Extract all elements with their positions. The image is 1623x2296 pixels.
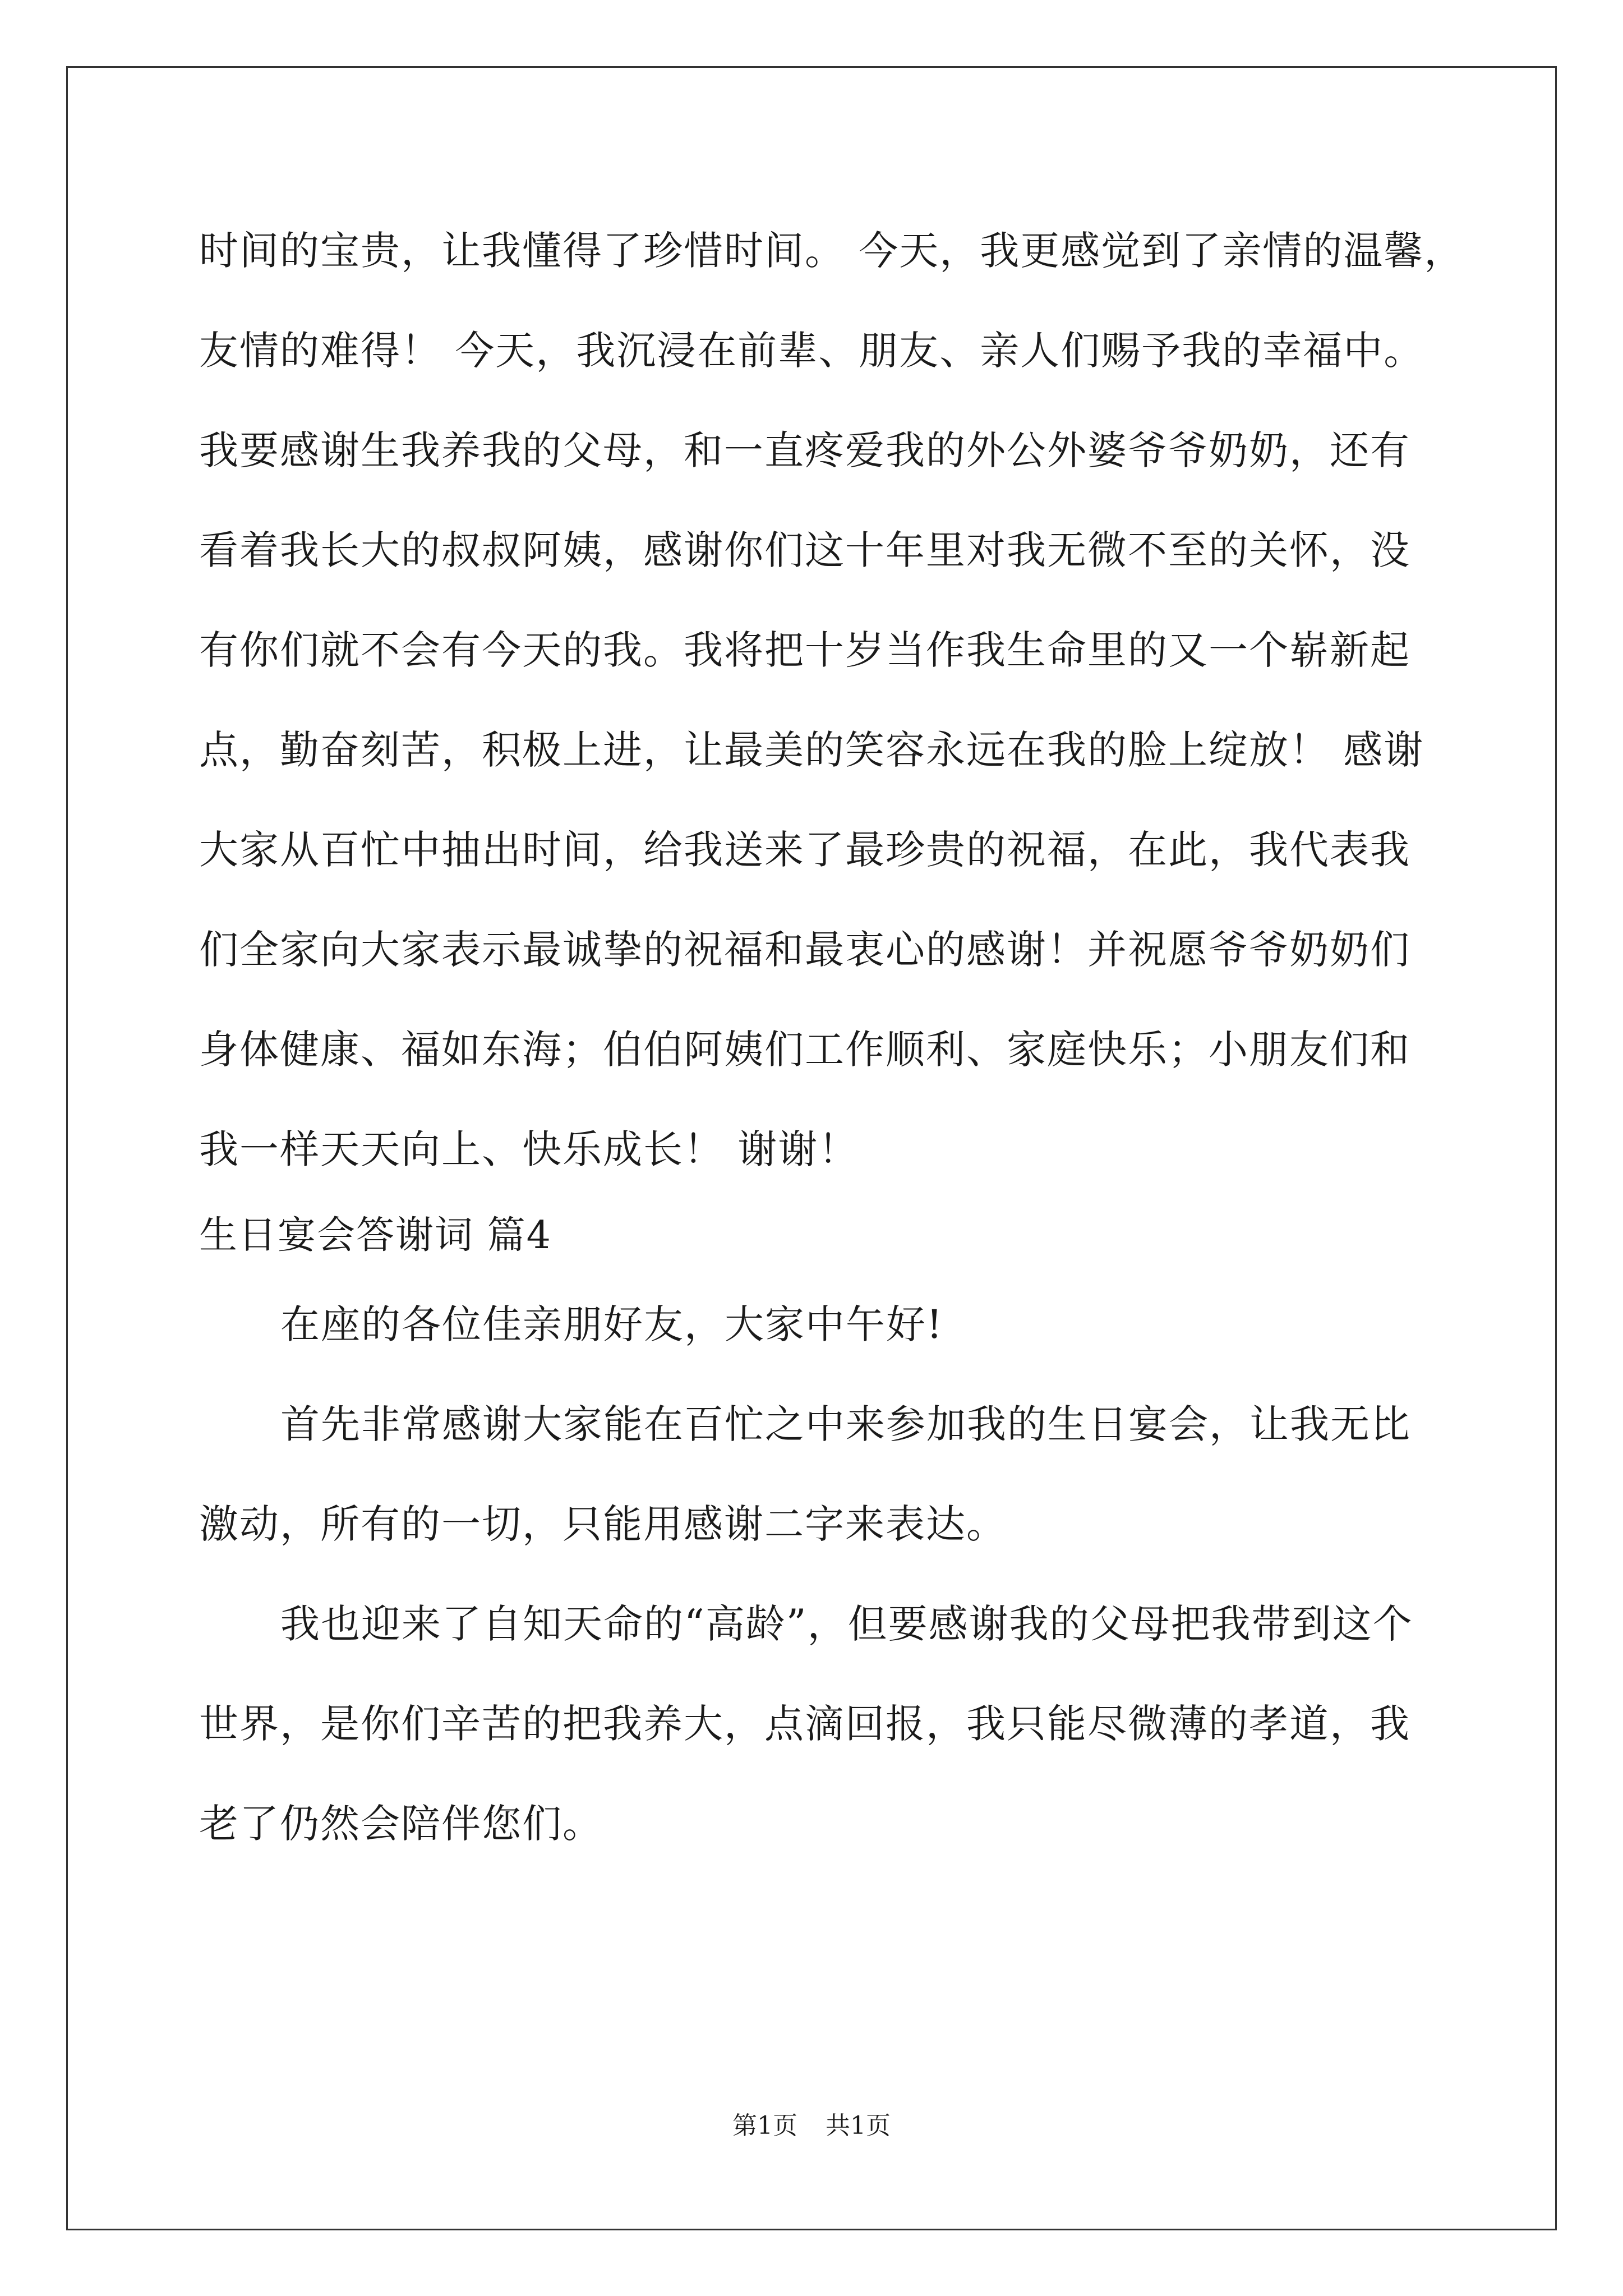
body-line-7: 大家从百忙中抽出时间，给我送来了最珍贵的祝福，在此，我代表我	[199, 827, 1410, 873]
section-heading: 生日宴会答谢词 篇4	[199, 1213, 552, 1258]
body-line-4: 看着我长大的叔叔阿姨，感谢你们这十年里对我无微不至的关怀，没	[199, 527, 1410, 573]
body-line-5: 有你们就不会有今天的我。我将把十岁当作我生命里的又一个崭新起	[199, 627, 1410, 673]
section-line-2: 首先非常感谢大家能在百忙之中来参加我的生日宴会，让我无比	[280, 1401, 1411, 1447]
body-line-10: 我一样天天向上、快乐成长！ 谢谢！	[199, 1126, 859, 1172]
section-line-5: 世界，是你们辛苦的把我养大，点滴回报，我只能尽微薄的孝道，我	[199, 1701, 1410, 1747]
body-line-2: 友情的难得！ 今天，我沉浸在前辈、朋友、亲人们赐予我的幸福中。	[199, 328, 1424, 374]
page-number-current: 第1页	[732, 2111, 797, 2140]
section-line-3: 激动，所有的一切，只能用感谢二字来表达。	[199, 1501, 1007, 1547]
section-line-4: 我也迎来了自知天命的“高龄”，但要感谢我的父母把我带到这个	[280, 1601, 1413, 1647]
body-line-6: 点，勤奋刻苦，积极上进，让最美的笑容永远在我的脸上绽放！ 感谢	[199, 727, 1424, 773]
page-footer	[0, 2109, 1623, 2143]
section-line-1: 在座的各位佳亲朋好友，大家中午好!	[280, 1301, 944, 1347]
body-line-9: 身体健康、福如东海；伯伯阿姨们工作顺利、家庭快乐；小朋友们和	[199, 1027, 1410, 1073]
body-line-1: 时间的宝贵，让我懂得了珍惜时间。 今天，我更感觉到了亲情的温馨，	[199, 228, 1465, 274]
page-number-total: 共1页	[826, 2111, 891, 2140]
section-line-6: 老了仍然会陪伴您们。	[199, 1801, 603, 1847]
body-line-8: 们全家向大家表示最诚挚的祝福和最衷心的感谢！并祝愿爷爷奶奶们	[199, 927, 1410, 973]
body-line-3: 我要感谢生我养我的父母，和一直疼爱我的外公外婆爷爷奶奶，还有	[199, 427, 1410, 473]
